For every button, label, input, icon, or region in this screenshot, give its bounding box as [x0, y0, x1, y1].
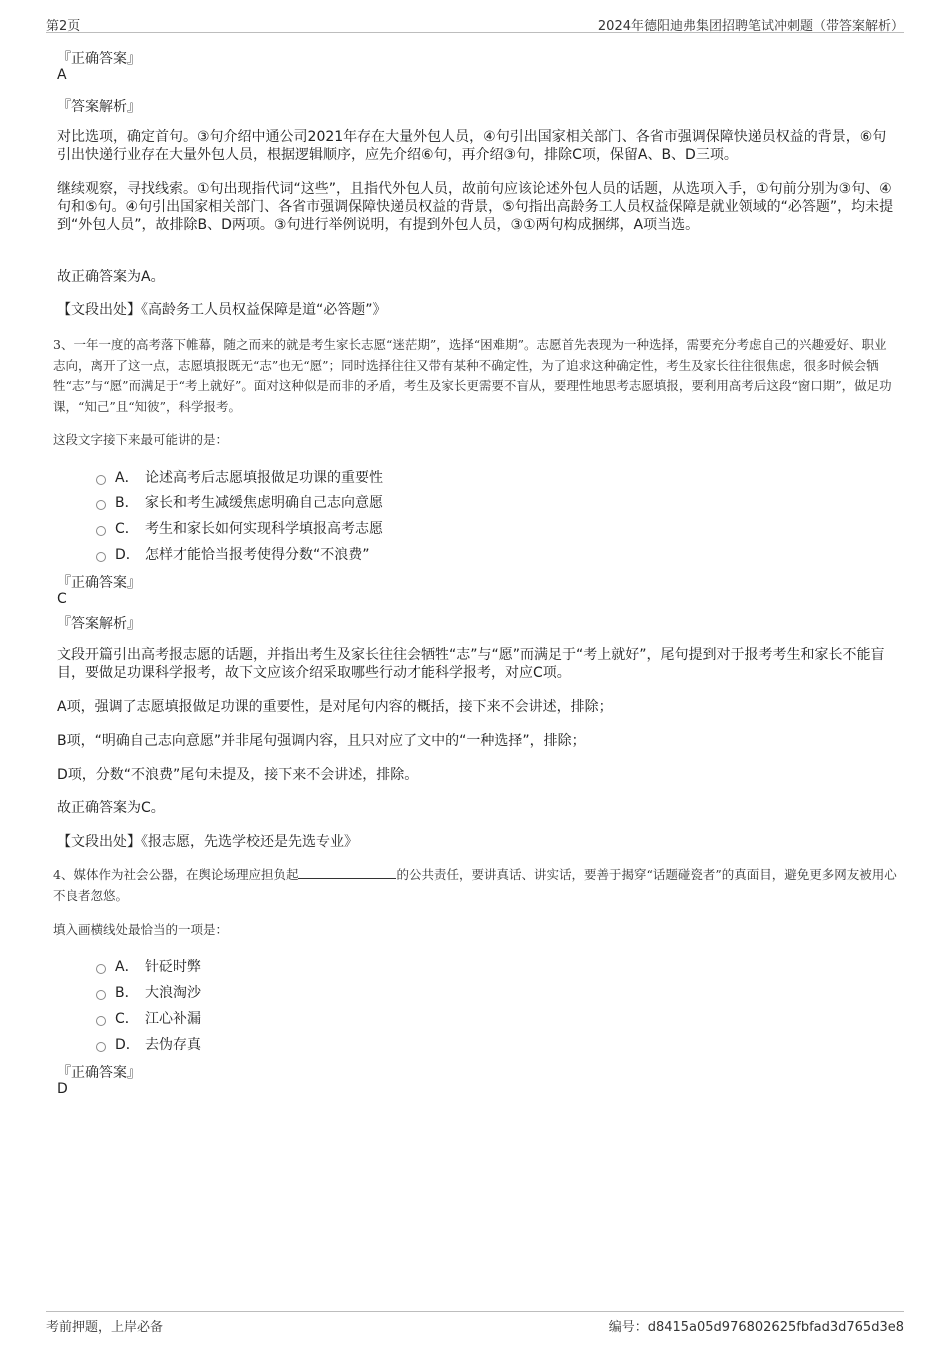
analysis-paragraph: B项，“明确自己志向意愿”并非尾句强调内容，且只对应了文中的“一种选择”，排除； — [57, 733, 586, 749]
radio-icon[interactable] — [96, 526, 106, 536]
radio-icon[interactable] — [96, 500, 106, 510]
option-a[interactable]: A． 针砭时弊 — [96, 956, 201, 976]
option-c[interactable]: C． 考生和家长如何实现科学填报高考志愿 — [96, 518, 383, 538]
radio-icon[interactable] — [96, 1042, 106, 1052]
page-number: 第2页 — [46, 19, 81, 34]
answer-value: D — [57, 1081, 68, 1097]
source-citation: 【文段出处】《报志愿，先选学校还是先选专业》 — [57, 834, 358, 850]
radio-icon[interactable] — [96, 1016, 106, 1026]
analysis-paragraph: 文段开篇引出高考报志愿的话题，并指出考生及家长往往会牺牲“志”与“愿”而满足于“考上就好”，尾句提到对于报考考生和家长不能盲目，要做足功课科学报考，故下文应该介绍采取哪些行动才能科学报考，对应C项。 — [57, 647, 885, 681]
radio-icon[interactable] — [96, 552, 106, 562]
document-title: 2024年德阳迪弗集团招聘笔试冲刺题（带答案解析） — [597, 19, 904, 34]
analysis-conclusion: 故正确答案为C。 — [57, 800, 165, 816]
analysis-paragraph: 继续观察，寻找线索。①句出现指代词“这些”，且指代外包人员，故前句应该论述外包人员的话题，从选项入手，①句前分别为③句、④句和⑤句。④句引出国家相关部门、各省市强调保障快递员权益的背景，⑤句指出高龄务工人员权益保障是就业领域的“必答题”，均未提到“外包人员”，故排除B、D两项。③句进行举例说明，有提到外包人员，③①两句构成捆绑，A项当选。 — [57, 181, 894, 233]
answer-label: 『正确答案』 — [57, 1065, 141, 1081]
analysis-label: 『答案解析』 — [57, 616, 141, 632]
document-code: 编号：d8415a05d976802625fbfad3d765d3e8 — [608, 1320, 904, 1335]
analysis-paragraph: A项，强调了志愿填报做足功课的重要性，是对尾句内容的概括，接下来不会讲述，排除； — [57, 699, 613, 715]
option-d[interactable]: D． 怎样才能恰当报考使得分数“不浪费” — [96, 544, 370, 564]
option-d[interactable]: D． 去伪存真 — [96, 1034, 201, 1054]
question-4-prompt: 填入画横线处最恰当的一项是： — [53, 922, 229, 937]
analysis-conclusion: 故正确答案为A。 — [57, 269, 165, 285]
fill-blank — [298, 866, 396, 879]
option-a[interactable]: A． 论述高考后志愿填报做足功课的重要性 — [96, 467, 383, 487]
answer-label: 『正确答案』 — [57, 51, 141, 67]
option-b[interactable]: B． 大浪淘沙 — [96, 982, 201, 1002]
answer-value: A — [57, 67, 67, 83]
option-c[interactable]: C． 江心补漏 — [96, 1008, 201, 1028]
page-footer — [46, 1311, 904, 1334]
source-citation: 【文段出处】《高龄务工人员权益保障是道“必答题”》 — [57, 302, 387, 318]
question-3-prompt: 这段文字接下来最可能讲的是： — [53, 432, 229, 447]
option-b[interactable]: B． 家长和考生减缓焦虑明确自己志向意愿 — [96, 492, 383, 512]
radio-icon[interactable] — [96, 964, 106, 974]
analysis-label: 『答案解析』 — [57, 99, 141, 115]
answer-value: C — [57, 591, 67, 607]
question-4-text: 4、媒体作为社会公器，在舆论场理应担负起 的公共责任，要讲真话、讲实话，要善于揭穿“话题碰瓷者”的真面目，避免更多网友被用心不良者忽悠。 — [53, 867, 897, 903]
radio-icon[interactable] — [96, 475, 106, 485]
footer-slogan: 考前押题，上岸必备 — [46, 1320, 164, 1335]
analysis-paragraph: D项，分数“不浪费”尾句未提及，接下来不会讲述，排除。 — [57, 767, 419, 783]
answer-label: 『正确答案』 — [57, 575, 141, 591]
analysis-paragraph: 对比选项，确定首句。③句介绍中通公司2021年存在大量外包人员，④句引出国家相关部门、各省市强调保障快递员权益的背景，⑥句引出快递行业存在大量外包人员，根据逻辑顺序，应先介绍⑥句，再介绍③句，排除C项，保留A、B、D三项。 — [57, 129, 887, 163]
radio-icon[interactable] — [96, 990, 106, 1000]
question-3-text: 3、一年一度的高考落下帷幕，随之而来的就是考生家长志愿“迷茫期”，选择“困难期”。志愿首先表现为一种选择，需要充分考虑自己的兴趣爱好、职业志向，离开了这一点，志愿填报既无“志”也无“愿”；同时选择往往又带有某种不确定性，为了追求这种确定性，考生及家长往往很焦虑，很多时候会牺牲“志”与“愿”而满足于“考上就好”。面对这种似是而非的矛盾，考生及家长更需要不盲从，要理性地思考志愿填报，要利用高考后这段“窗口期”，做足功课，“知己”且“知彼”，科学报考。 — [53, 337, 892, 414]
